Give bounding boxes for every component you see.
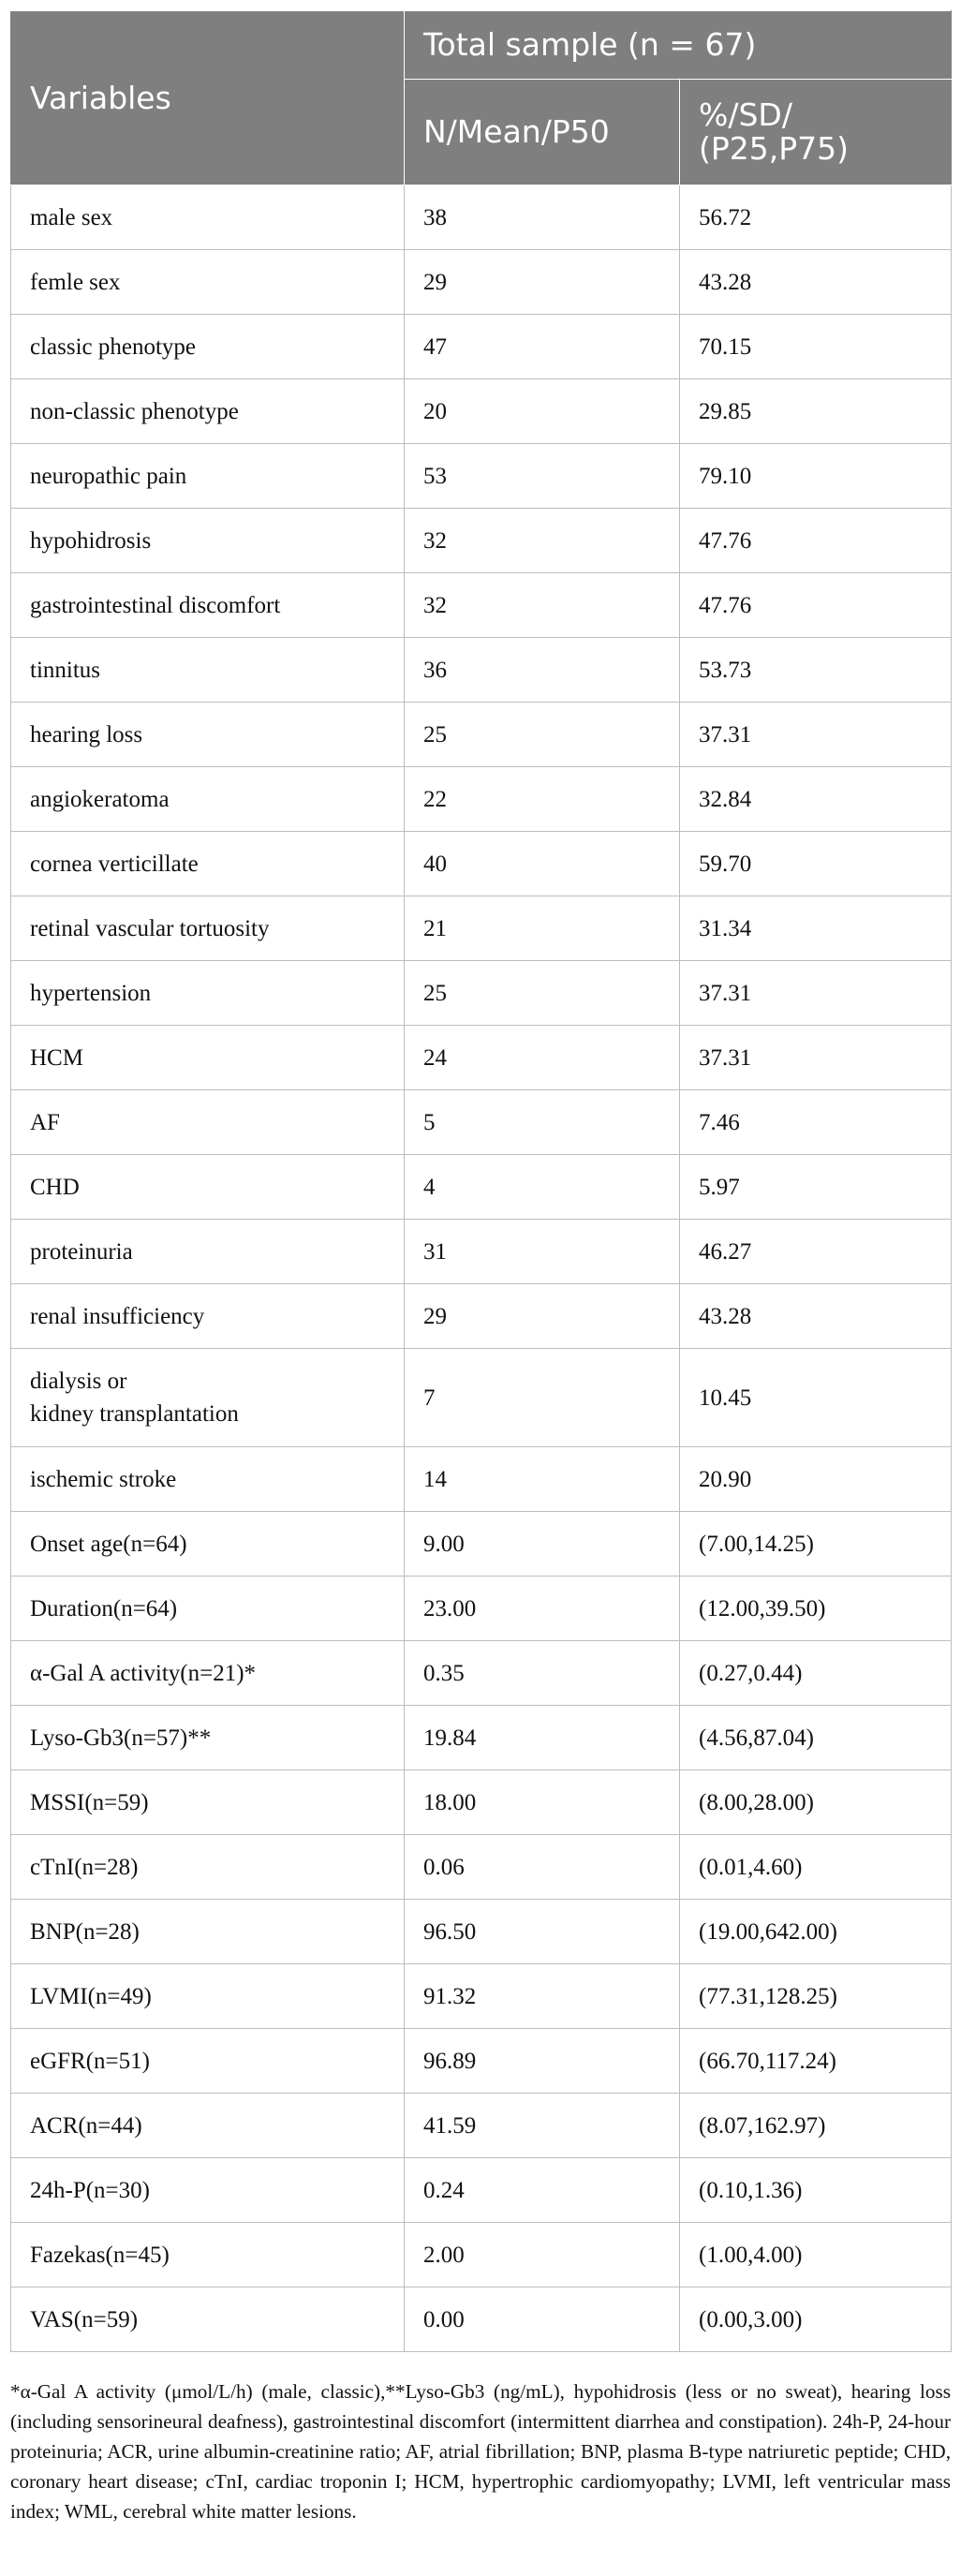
table-row — [11, 703, 952, 767]
pct-sd-cell: 5.97 — [680, 1155, 952, 1220]
table-row — [11, 2287, 952, 2352]
pct-sd-cell: (12.00,39.50) — [680, 1577, 952, 1641]
n-mean-cell: 20 — [405, 379, 680, 444]
n-mean-cell: 19.84 — [405, 1706, 680, 1770]
pct-sd-cell: 56.72 — [680, 185, 952, 250]
table-row — [11, 379, 952, 444]
pct-sd-cell: (0.10,1.36) — [680, 2158, 952, 2223]
pct-sd-cell: 37.31 — [680, 961, 952, 1026]
variable-cell: HCM — [11, 1026, 405, 1090]
table-row — [11, 767, 952, 832]
table-row — [11, 1220, 952, 1284]
pct-sd-cell: 79.10 — [680, 444, 952, 509]
table-row — [11, 444, 952, 509]
n-mean-cell: 29 — [405, 1284, 680, 1349]
n-mean-cell: 32 — [405, 509, 680, 573]
n-mean-cell: 53 — [405, 444, 680, 509]
n-mean-cell: 7 — [405, 1349, 680, 1447]
pct-sd-cell: (8.07,162.97) — [680, 2094, 952, 2158]
table-row — [11, 1641, 952, 1706]
pct-sd-cell: (77.31,128.25) — [680, 1964, 952, 2029]
n-mean-cell: 96.89 — [405, 2029, 680, 2094]
variable-cell: male sex — [11, 185, 405, 250]
variable-cell: cTnI(n=28) — [11, 1835, 405, 1900]
variable-cell: Onset age(n=64) — [11, 1512, 405, 1577]
variable-cell: angiokeratoma — [11, 767, 405, 832]
n-mean-cell: 31 — [405, 1220, 680, 1284]
n-mean-cell: 14 — [405, 1447, 680, 1512]
table-row — [11, 2094, 952, 2158]
pct-sd-cell: (0.00,3.00) — [680, 2287, 952, 2352]
pct-sd-cell: 47.76 — [680, 573, 952, 638]
pct-sd-cell: 31.34 — [680, 896, 952, 961]
variable-cell: hypertension — [11, 961, 405, 1026]
n-mean-cell: 40 — [405, 832, 680, 896]
variable-cell: neuropathic pain — [11, 444, 405, 509]
variable-cell: femle sex — [11, 250, 405, 315]
variable-cell: non-classic phenotype — [11, 379, 405, 444]
pct-sd-cell: 10.45 — [680, 1349, 952, 1447]
variable-cell: cornea verticillate — [11, 832, 405, 896]
pct-sd-cell: 59.70 — [680, 832, 952, 896]
table-row — [11, 1284, 952, 1349]
variable-cell: proteinuria — [11, 1220, 405, 1284]
data-table — [10, 10, 952, 2352]
table-row — [11, 1900, 952, 1964]
pct-sd-cell: (1.00,4.00) — [680, 2223, 952, 2287]
pct-sd-cell: (0.01,4.60) — [680, 1835, 952, 1900]
table-row — [11, 509, 952, 573]
variable-cell: gastrointestinal discomfort — [11, 573, 405, 638]
n-mean-cell: 0.24 — [405, 2158, 680, 2223]
table-row — [11, 2223, 952, 2287]
n-mean-cell: 0.06 — [405, 1835, 680, 1900]
variables-header: Variables — [11, 11, 405, 185]
pct-sd-cell: 7.46 — [680, 1090, 952, 1155]
table-row — [11, 1090, 952, 1155]
variable-cell: ACR(n=44) — [11, 2094, 405, 2158]
pct-sd-cell: (19.00,642.00) — [680, 1900, 952, 1964]
pct-sd-cell: (0.27,0.44) — [680, 1641, 952, 1706]
variable-cell: CHD — [11, 1155, 405, 1220]
pct-sd-cell: 47.76 — [680, 509, 952, 573]
n-mean-cell: 4 — [405, 1155, 680, 1220]
variable-cell: MSSI(n=59) — [11, 1770, 405, 1835]
variable-label-line2: kidney transplantation — [30, 1401, 239, 1427]
variable-cell: AF — [11, 1090, 405, 1155]
variable-cell: Lyso-Gb3(n=57)** — [11, 1706, 405, 1770]
variable-cell: VAS(n=59) — [11, 2287, 405, 2352]
variable-cell: α-Gal A activity(n=21)* — [11, 1641, 405, 1706]
pct-sd-header-line1: %/SD/ — [699, 96, 792, 133]
variable-cell: ischemic stroke — [11, 1447, 405, 1512]
pct-sd-cell: 32.84 — [680, 767, 952, 832]
pct-sd-header-line2: (P25,P75) — [699, 130, 850, 167]
n-mean-cell: 21 — [405, 896, 680, 961]
table-row — [11, 1577, 952, 1641]
n-mean-cell: 91.32 — [405, 1964, 680, 2029]
variable-cell: eGFR(n=51) — [11, 2029, 405, 2094]
n-mean-cell: 2.00 — [405, 2223, 680, 2287]
variable-label-line1: dialysis or — [30, 1369, 127, 1394]
table-header — [11, 11, 952, 185]
n-mean-cell: 32 — [405, 573, 680, 638]
n-mean-cell: 96.50 — [405, 1900, 680, 1964]
table-row — [11, 1835, 952, 1900]
table-row — [11, 185, 952, 250]
variable-cell: renal insufficiency — [11, 1284, 405, 1349]
pct-sd-cell: 43.28 — [680, 1284, 952, 1349]
n-mean-cell: 23.00 — [405, 1577, 680, 1641]
variable-cell: 24h-P(n=30) — [11, 2158, 405, 2223]
n-mean-cell: 0.35 — [405, 1641, 680, 1706]
pct-sd-header — [680, 80, 952, 185]
n-mean-cell: 9.00 — [405, 1512, 680, 1577]
pct-sd-cell: 53.73 — [680, 638, 952, 703]
pct-sd-cell: (8.00,28.00) — [680, 1770, 952, 1835]
variable-cell: Fazekas(n=45) — [11, 2223, 405, 2287]
table-footnote: *α-Gal A activity (μmol/L/h) (male, classic),**Lyso-Gb3 (ng/mL), hypohidrosis (less or no sweat), hearing loss (including sensorineural deafness), gastrointestinal discomfort (intermittent diarrhea and constipation). 24h-P, 24-hour proteinuria; ACR, urine albumin-creatinine ratio; AF, atrial fibrillation; BNP, plasma B-type natriuretic peptide; CHD, coronary heart disease; cTnI, cardiac troponin I; HCM, hypertrophic cardiomyopathy; LVMI, left ventricular mass index; WML, cerebral white matter lesions. — [10, 2380, 951, 2523]
pct-sd-cell: (7.00,14.25) — [680, 1512, 952, 1577]
pct-sd-cell: 70.15 — [680, 315, 952, 379]
table-row — [11, 961, 952, 1026]
table-row — [11, 1512, 952, 1577]
n-mean-cell: 25 — [405, 961, 680, 1026]
pct-sd-cell: 29.85 — [680, 379, 952, 444]
pct-sd-cell: 37.31 — [680, 1026, 952, 1090]
n-mean-cell: 0.00 — [405, 2287, 680, 2352]
variable-cell: BNP(n=28) — [11, 1900, 405, 1964]
n-mean-cell: 29 — [405, 250, 680, 315]
variable-cell: LVMI(n=49) — [11, 1964, 405, 2029]
table-row — [11, 2029, 952, 2094]
variable-cell: classic phenotype — [11, 315, 405, 379]
table-row — [11, 1770, 952, 1835]
table-row — [11, 638, 952, 703]
table-row — [11, 2158, 952, 2223]
pct-sd-cell: 43.28 — [680, 250, 952, 315]
table-container — [10, 10, 951, 2526]
table-row — [11, 573, 952, 638]
pct-sd-cell: 20.90 — [680, 1447, 952, 1512]
variable-cell: Duration(n=64) — [11, 1577, 405, 1641]
n-mean-cell: 47 — [405, 315, 680, 379]
pct-sd-cell: 46.27 — [680, 1220, 952, 1284]
table-row — [11, 1706, 952, 1770]
table-row — [11, 1155, 952, 1220]
n-mean-cell: 36 — [405, 638, 680, 703]
table-row — [11, 1447, 952, 1512]
table-row — [11, 1026, 952, 1090]
variable-cell: tinnitus — [11, 638, 405, 703]
total-sample-header: Total sample (n = 67) — [405, 11, 952, 80]
table-row — [11, 896, 952, 961]
n-mean-cell: 38 — [405, 185, 680, 250]
variable-cell: hypohidrosis — [11, 509, 405, 573]
n-mean-cell: 24 — [405, 1026, 680, 1090]
table-row — [11, 1349, 952, 1447]
variable-cell: hearing loss — [11, 703, 405, 767]
n-mean-cell: 25 — [405, 703, 680, 767]
table-row — [11, 832, 952, 896]
n-mean-cell: 41.59 — [405, 2094, 680, 2158]
n-mean-cell: 18.00 — [405, 1770, 680, 1835]
table-row — [11, 250, 952, 315]
table-body — [11, 185, 952, 2352]
table-row — [11, 1964, 952, 2029]
n-mean-cell: 5 — [405, 1090, 680, 1155]
pct-sd-cell: (4.56,87.04) — [680, 1706, 952, 1770]
pct-sd-cell: 37.31 — [680, 703, 952, 767]
n-mean-p50-header: N/Mean/P50 — [405, 80, 680, 185]
table-row — [11, 315, 952, 379]
n-mean-cell: 22 — [405, 767, 680, 832]
variable-cell — [11, 1349, 405, 1447]
pct-sd-cell: (66.70,117.24) — [680, 2029, 952, 2094]
variable-cell: retinal vascular tortuosity — [11, 896, 405, 961]
